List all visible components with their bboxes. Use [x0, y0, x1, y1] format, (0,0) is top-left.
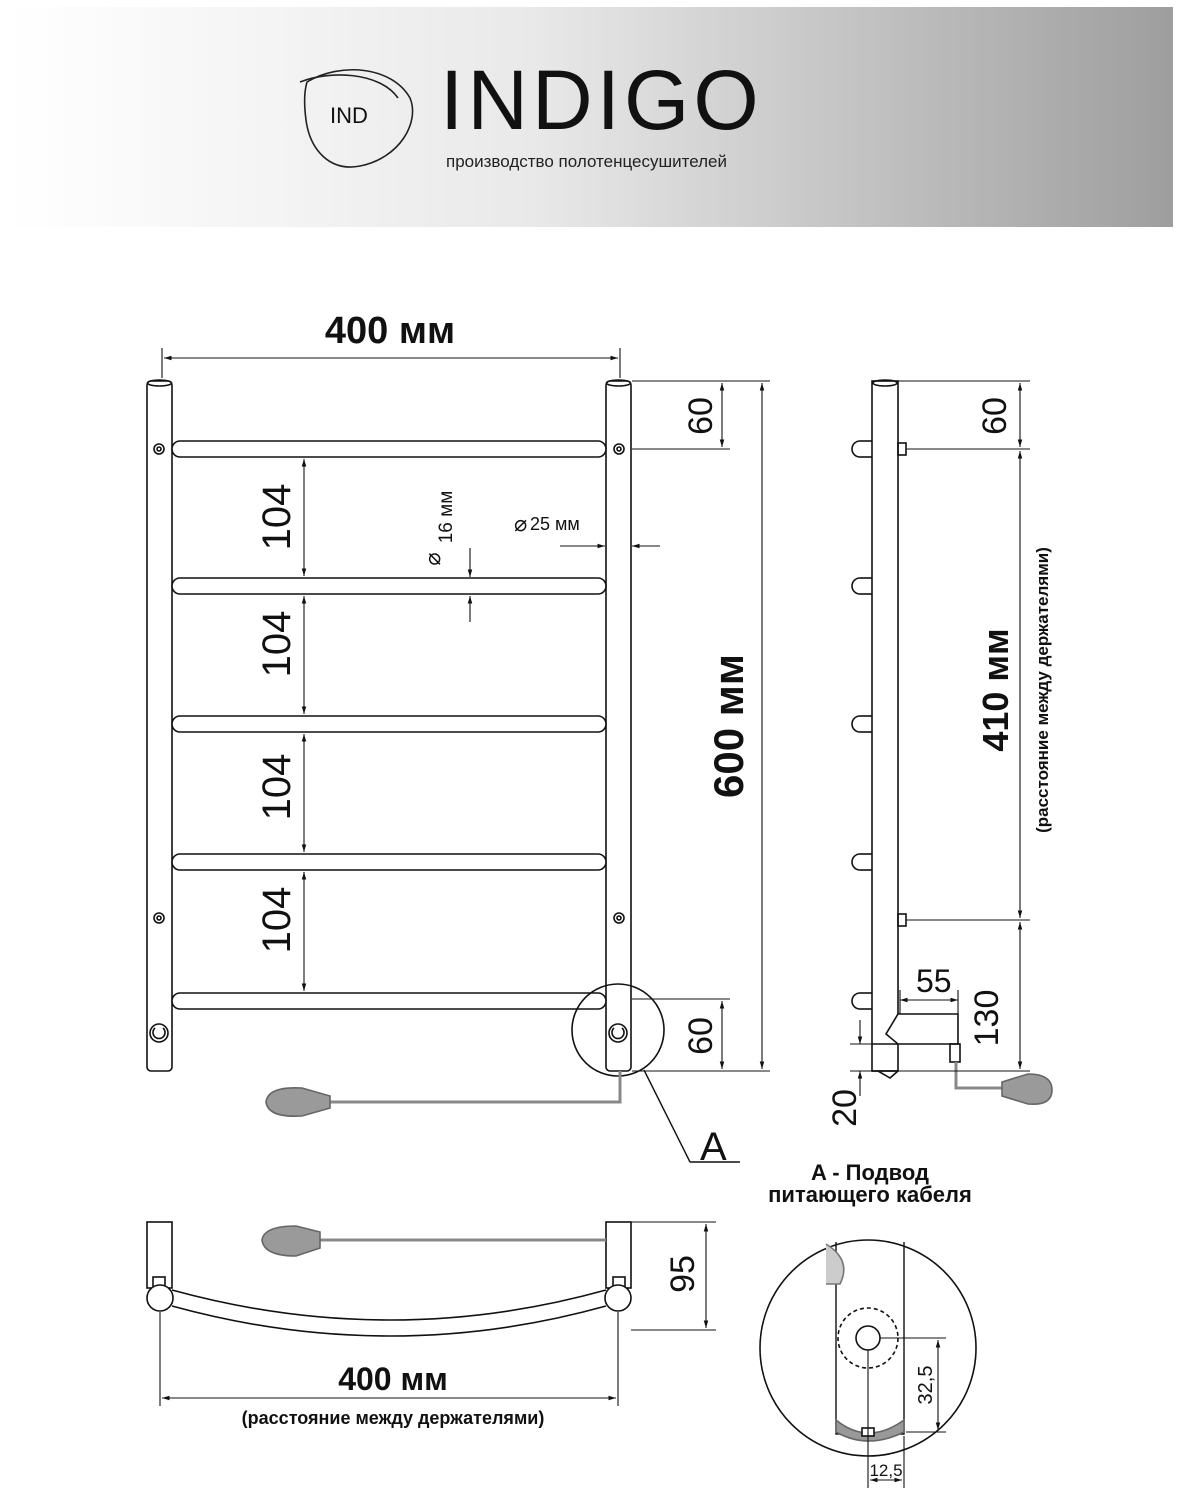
side-top-offset: 60 — [976, 397, 1014, 435]
side-plug-icon — [1002, 1074, 1052, 1104]
bottom-depth-label: 95 — [664, 1255, 702, 1293]
bar-diameter-label: 16 мм — [436, 490, 457, 544]
spacing-4: 104 — [255, 886, 299, 954]
front-bottom-offset: 60 — [682, 1017, 720, 1055]
bottom-plug-icon — [262, 1226, 320, 1256]
bottom-width-note: (расстояние между держателями) — [241, 1408, 545, 1428]
detail-a-title — [768, 1160, 972, 1207]
logo-monogram: IND — [330, 103, 368, 128]
callout-a-label: A — [700, 1125, 727, 1169]
brand-name: INDIGO — [440, 53, 763, 147]
bottom-labels — [242, 1255, 702, 1428]
holder-distance-note: (расстояние между держателями) — [1033, 547, 1052, 833]
bottom-width-label: 400 мм — [338, 1361, 448, 1397]
front-width-label: 400 мм — [324, 310, 456, 352]
brand-tagline: производство полотенцесушителей — [446, 152, 727, 171]
spacing-3: 104 — [255, 753, 299, 821]
front-labels — [255, 310, 752, 1169]
right-post — [606, 381, 631, 1071]
spacing-1: 104 — [255, 483, 299, 551]
holder-distance-label: 410 мм — [975, 628, 1016, 752]
side-post — [872, 381, 898, 1071]
side-depth-label: 55 — [916, 963, 952, 999]
bar-5 — [172, 993, 606, 1009]
detail-vertical-offset: 32,5 — [915, 1365, 937, 1405]
left-post — [147, 381, 172, 1071]
side-bottom-offset: 130 — [968, 989, 1006, 1047]
detail-a-title-line2: питающего кабеля — [768, 1182, 972, 1207]
front-top-offset: 60 — [682, 397, 720, 435]
brand-logo — [300, 70, 413, 167]
post-diameter-label: 25 мм — [530, 514, 580, 534]
bottom-view — [147, 1222, 631, 1336]
bar-4 — [172, 854, 606, 870]
front-height-label: 600 мм — [705, 654, 752, 798]
plug-icon — [266, 1088, 330, 1116]
detail-a-title-line1: A - Подвод — [811, 1160, 929, 1185]
diameter-symbol-2: ⌀ — [514, 511, 528, 536]
detail-horizontal-offset: 12,5 — [869, 1461, 903, 1480]
side-view — [852, 380, 1052, 1104]
spacing-2: 104 — [255, 610, 299, 678]
bar-2 — [172, 578, 606, 594]
side-base-offset: 20 — [826, 1089, 864, 1127]
bar-1 — [172, 441, 606, 457]
bar-3 — [172, 716, 606, 732]
diameter-symbol-1: ⌀ — [420, 552, 445, 566]
